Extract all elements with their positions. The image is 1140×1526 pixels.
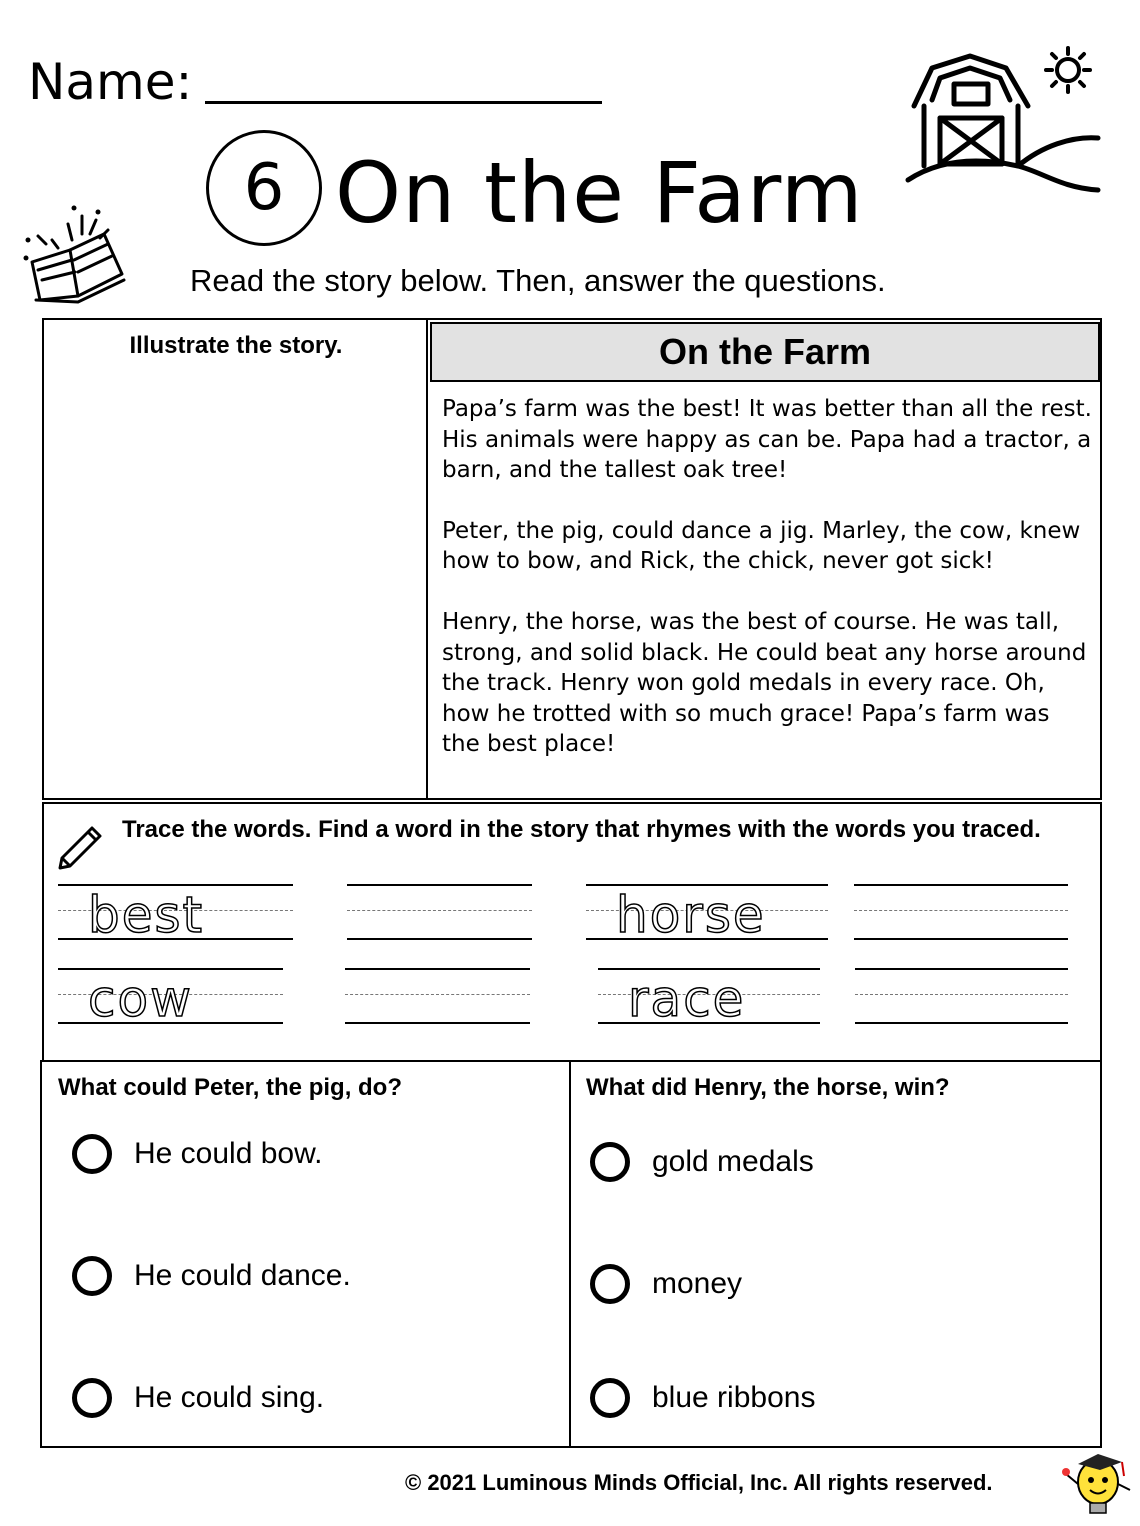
answer-line[interactable] <box>855 968 1068 1023</box>
question-2-option-3[interactable] <box>590 1378 815 1418</box>
story-section <box>42 318 1102 800</box>
trace-word-horse[interactable] <box>586 884 828 944</box>
trace-section <box>42 802 1102 1062</box>
trace-word-race[interactable] <box>598 968 820 1028</box>
trace-instructions: Trace the words. Find a word in the story that rhymes with the words you traced. <box>122 816 1041 843</box>
option-label: He could sing. <box>134 1381 325 1414</box>
illustration-area[interactable] <box>44 320 428 798</box>
trace-word-best[interactable] <box>58 884 293 944</box>
barn-icon <box>902 38 1102 198</box>
trace-word-text: horse <box>616 886 766 944</box>
radio-bubble[interactable] <box>590 1264 630 1304</box>
option-label: He could bow. <box>134 1137 323 1170</box>
page-title: On the Farm <box>335 144 864 242</box>
radio-bubble[interactable] <box>72 1134 112 1174</box>
illustrate-label: Illustrate the story. <box>129 332 343 359</box>
answer-line[interactable] <box>345 968 530 1023</box>
question-divider <box>569 1062 571 1446</box>
question-2-option-1[interactable] <box>590 1142 814 1182</box>
radio-bubble[interactable] <box>590 1378 630 1418</box>
radio-bubble[interactable] <box>72 1256 112 1296</box>
questions-section <box>40 1060 1102 1448</box>
instructions: Read the story below. Then, answer the questions. <box>190 263 886 298</box>
trace-word-text: best <box>88 886 205 944</box>
trace-word-cow[interactable] <box>58 968 283 1028</box>
question-1-option-2[interactable] <box>72 1256 351 1296</box>
option-label: gold medals <box>652 1145 814 1178</box>
question-1-option-1[interactable] <box>72 1134 322 1174</box>
name-label: Name: <box>28 53 193 111</box>
story-paragraph: Peter, the pig, could dance a jig. Marley, the cow, knew how to bow, and Rick, the chick, never got sick! <box>442 517 1081 575</box>
pencil-icon <box>54 818 108 872</box>
radio-bubble[interactable] <box>72 1378 112 1418</box>
answer-line[interactable] <box>854 884 1068 939</box>
option-label: blue ribbons <box>652 1381 816 1414</box>
trace-word-text: race <box>628 970 746 1028</box>
question-2-title: What did Henry, the horse, win? <box>586 1074 950 1101</box>
question-1-option-3[interactable] <box>72 1378 324 1418</box>
story-paragraph: Papa’s farm was the best! It was better than all the rest. His animals were happy as can be. Papa had a tractor, a barn, and the tallest oak tree! <box>442 396 1092 484</box>
worksheet-number: 6 <box>206 130 322 246</box>
name-blank-line[interactable] <box>205 101 602 104</box>
story-paragraph: Henry, the horse, was the best of course. He was tall, strong, and solid black. He could beat any horse around the track. Henry won gold medals in every race. Oh, how he trotted with so much grace! Papa’s farm was the best place! <box>442 608 1087 758</box>
story-text <box>442 394 1092 790</box>
question-1-title: What could Peter, the pig, do? <box>58 1074 403 1101</box>
sun-icon <box>1046 48 1090 92</box>
radio-bubble[interactable] <box>590 1142 630 1182</box>
lightbulb-mascot-icon <box>1060 1450 1136 1520</box>
trace-word-text: cow <box>88 970 193 1028</box>
question-2-option-2[interactable] <box>590 1264 742 1304</box>
option-label: He could dance. <box>134 1259 351 1292</box>
copyright-text: © 2021 Luminous Minds Official, Inc. All rights reserved. <box>405 1470 993 1495</box>
book-icon <box>18 200 128 310</box>
option-label: money <box>652 1267 743 1300</box>
story-title: On the Farm <box>430 322 1100 382</box>
answer-line[interactable] <box>347 884 532 939</box>
